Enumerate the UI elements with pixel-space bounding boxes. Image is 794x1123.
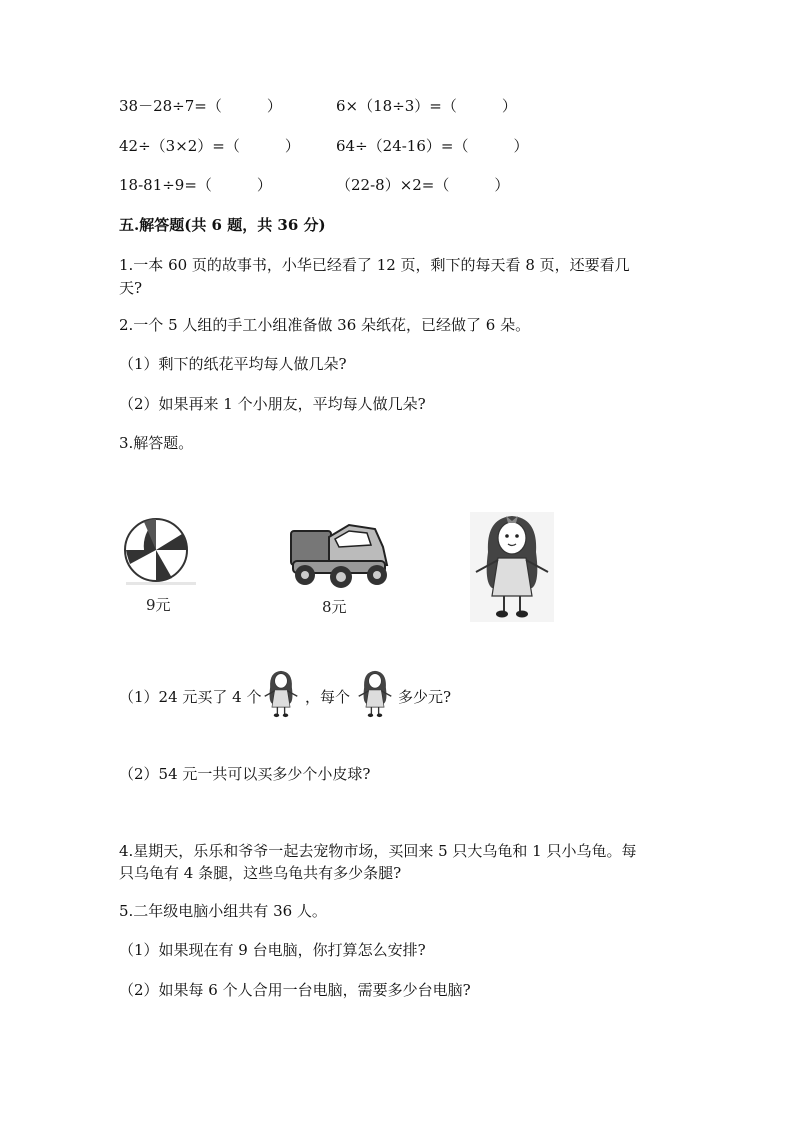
doll-icon (262, 665, 300, 723)
calc-item-5: 18-81÷9=（ ） (119, 176, 272, 194)
question-2-sub-1: （1）剩下的纸花平均每人做几朵? (119, 355, 347, 373)
question-3-sub-2: （2）54 元一共可以买多少个小皮球? (119, 765, 371, 783)
question-4-line-1: 4.星期天，乐乐和爷爷一起去宠物市场，买回来 5 只大乌龟和 1 只小乌龟。每 (119, 842, 637, 860)
calc-item-4: 64÷（24-16）=（ ） (336, 137, 529, 155)
question-5-sub-1: （1）如果现在有 9 台电脑，你打算怎么安排? (119, 941, 426, 959)
calc-item-3: 42÷（3×2）=（ ） (119, 137, 300, 155)
section-title: 五.解答题(共 6 题，共 36 分) (119, 216, 326, 234)
doll-icon (356, 665, 394, 723)
toy-car-icon (283, 517, 393, 589)
question-2: 2.一个 5 人组的手工小组准备做 36 朵纸花，已经做了 6 朵。 (119, 316, 531, 334)
question-3-sub-1-part-b: ，每个 (305, 688, 351, 706)
question-3: 3.解答题。 (119, 434, 194, 452)
question-4-line-2: 只乌龟有 4 条腿，这些乌龟共有多少条腿? (119, 864, 402, 882)
ball-price: 9元 (146, 596, 171, 614)
question-5-sub-2: （2）如果每 6 个人合用一台电脑，需要多少台电脑? (119, 981, 471, 999)
calc-item-1: 38－28÷7=（ ） (119, 97, 282, 115)
question-3-sub-1-part-a: （1）24 元买了 4 个 (119, 688, 262, 706)
ball-icon (122, 514, 198, 590)
doll-icon (470, 512, 554, 622)
question-3-sub-1-part-c: 多少元? (398, 688, 452, 706)
question-5: 5.二年级电脑小组共有 36 人。 (119, 902, 327, 920)
question-1-line-1: 1.一本 60 页的故事书，小华已经看了 12 页，剩下的每天看 8 页，还要看几 (119, 256, 630, 274)
calc-item-2: 6×（18÷3）=（ ） (336, 97, 517, 115)
question-2-sub-2: （2）如果再来 1 个小朋友，平均每人做几朵? (119, 395, 426, 413)
question-1-line-2: 天? (119, 279, 143, 297)
calc-item-6: （22-8）×2=（ ） (336, 176, 510, 194)
car-price: 8元 (322, 598, 347, 616)
